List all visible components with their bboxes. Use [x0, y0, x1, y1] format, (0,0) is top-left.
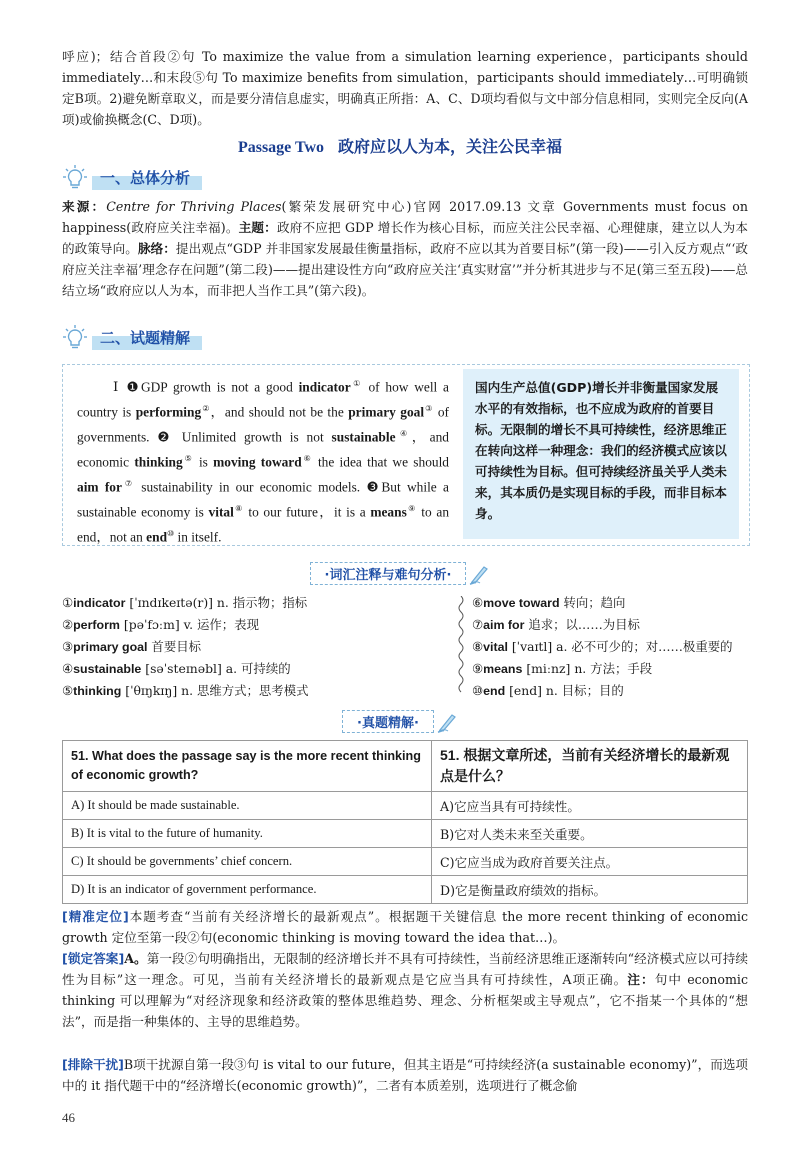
answers-heading: [0, 710, 800, 734]
passage-title-en: Passage Two: [237, 139, 325, 156]
wavy-divider: [454, 596, 468, 696]
theme-text: 政府不应把 GDP 增长作为核心目标，而应关注公民幸福、心理健康，建立以人为本的政策导向。: [62, 220, 749, 256]
vocab-item: ②perform [pəˈfɔːm] v. 运作；表现: [62, 617, 259, 632]
question-cn: 51. 根据文章所述，当前有关经济增长的最新观点是什么？: [432, 741, 748, 792]
para-mark: Ⅰ: [113, 379, 121, 395]
theme-label: 主题：: [238, 220, 277, 235]
locate-tag: [精准定位]: [62, 909, 129, 924]
passage-title: [0, 134, 800, 157]
pen-icon: [436, 711, 458, 733]
option-cn: A)它应当具有可持续性。: [432, 792, 748, 820]
answer-tag: [锁定答案]: [62, 951, 125, 966]
vocab-item: ⑩end [end] n. 目标；目的: [472, 683, 624, 698]
context-text: 提出观点“GDP 并非国家发展最佳衡量指标，政府不应以其为首要目标”(第一段)——引入反方观点“‘政府应关注幸福’理念存在问题”(第二段)——提出建设性方向“政府应关注‘真实财富’”并分析其进步与不足(第三至五段)——总结立场“政府应以人为本，而非把人当作工具”(第六段)。: [62, 241, 748, 298]
table-row: [63, 741, 748, 792]
vocab-item: ⑨means [miːnz] n. 方法；手段: [472, 661, 653, 676]
vocab-item: ⑦aim for 追求；以……为目标: [472, 617, 640, 632]
vocab-heading-label: ·词汇注释与难句分析·: [310, 562, 467, 585]
table-row: [63, 820, 748, 848]
option-en: B) It is vital to the future of humanity.: [63, 820, 432, 848]
exclude-tag: [排除干扰]: [62, 1057, 124, 1072]
option-cn: B)它对人类未来至关重要。: [432, 820, 748, 848]
section-heading-questions: [62, 324, 202, 350]
pen-icon: [468, 563, 490, 585]
table-row: [63, 848, 748, 876]
section-label: 二、试题精解: [92, 325, 202, 350]
overall-analysis-text: [62, 196, 748, 301]
passage-translation: 国内生产总值(GDP)增长并非衡量国家发展水平的有效指标，也不应成为政府的首要目标。无限制的增长不具可持续性，经济思维正在转向这样一种理念：我们的经济模式应该以可持续性为目标。但可持续经济虽关乎人类未来，其本质仍是实现目标的手段，而非目标本身。: [463, 369, 739, 539]
option-en: C) It should be governments’ chief concern.: [63, 848, 432, 876]
question-table: [62, 740, 748, 904]
bulb-icon: [62, 164, 88, 190]
passage-box: [62, 364, 750, 546]
passage-title-cn: 政府应以人为本，关注公民幸福: [338, 137, 563, 156]
option-cn: C)它应当成为政府首要关注点。: [432, 848, 748, 876]
answer-letter: A。: [124, 951, 147, 966]
table-row: [63, 792, 748, 820]
section-heading-overall: [62, 164, 202, 190]
vocab-item: ④sustainable [səˈsteɪnəbl] a. 可持续的: [62, 661, 291, 676]
option-en: A) It should be made sustainable.: [63, 792, 432, 820]
vocab-heading: [0, 562, 800, 586]
locate-text: 本题考查“当前有关经济增长的最新观点”。根据题干关键信息 the more recent thinking of economic growth 定位至第一段②句(economic thinking is moving toward the idea that…)。: [62, 909, 749, 945]
analysis-answer: [62, 948, 748, 1032]
answer-text: 第一段②句明确指出，无限制的经济增长并不具有可持续性，当前经济思维正逐渐转向“经济模式应以可持续性为目标”这一理念。可见，当前有关经济增长的最新观点是它应当具有可持续性，A项正确。: [62, 951, 748, 987]
intro-paragraph: 呼应)；结合首段②句 To maximize the value from a simulation learning experience，participants should immediately…和末段⑤句 To maximize benefits from simulation，participants should immediately…可明确锁定B项。2)避免断章取义，而是要分清信息虚实，明确真正所指：A、C、D项均看似与文中部分信息相同，实则完全反向(A项)或偷换概念(C、D项)。: [62, 49, 748, 127]
note-text: 句中 economic thinking 可以理解为“对经济现象和经济政策的整体思维趋势、理念、分析框架或主导观点”，它不指某一个具体的“想法”，而是指一种集体的、主导的思维趋势。: [62, 972, 749, 1029]
page-number: 46: [62, 1110, 75, 1125]
source-rest: (繁荣发展研究中心)官网 2017.09.13 文章 Governments must focus on happiness(政府应关注幸福)。: [62, 199, 748, 235]
vocab-item: ⑤thinking [ˈθɪŋkɪŋ] n. 思维方式；思考模式: [62, 683, 309, 698]
answers-heading-label: ·真题精解·: [342, 710, 434, 733]
section-label: 一、总体分析: [92, 165, 202, 190]
passage-english: Ⅰ ❶GDP growth is not a good indicator① of how well a country is performing②，and should not be the primary goal③ of governments. ❷ Unlimited growth is not sustainable④，and economic thinking⑤ is moving toward⑥ the idea that we should aim for⑦ sustainability in our economic models. ❸But while a sustainable economy is vital⑧ to our future，it is a means⑨ to an end，not an end⑩ in itself.: [77, 379, 450, 545]
source-italic: Centre for Thriving Places: [106, 199, 282, 214]
context-label: 脉络：: [137, 241, 176, 256]
vocab-item: ③primary goal 首要目标: [62, 639, 201, 654]
option-en: D) It is an indicator of government performance.: [63, 876, 432, 904]
note-label: 注：: [627, 972, 655, 987]
question-en: 51. What does the passage say is the more recent thinking of economic growth?: [63, 741, 432, 792]
bulb-icon: [62, 324, 88, 350]
vocab-item: ⑧vital [ˈvaɪtl] a. 必不可少的；对……极重要的: [472, 639, 733, 654]
vocab-column-right: [472, 592, 733, 702]
source-label: 来源：: [62, 199, 107, 214]
exclude-text: B项干扰源自第一段③句 is vital to our future，但其主语是“可持续经济(a sustainable economy)”，而选项中的 it 指代题干中的“经济增长(economic growth)”，二者有本质差别，选项进行了概念偷: [62, 1057, 748, 1093]
vocab-column-left: [62, 592, 308, 702]
table-row: [63, 876, 748, 904]
analysis-locate: [62, 906, 748, 948]
vocab-item: ⑥move toward 转向；趋向: [472, 595, 626, 610]
option-cn: D)它是衡量政府绩效的指标。: [432, 876, 748, 904]
vocab-item: ①indicator [ˈɪndɪkeɪtə(r)] n. 指示物；指标: [62, 595, 308, 610]
analysis-exclude: [62, 1054, 748, 1096]
